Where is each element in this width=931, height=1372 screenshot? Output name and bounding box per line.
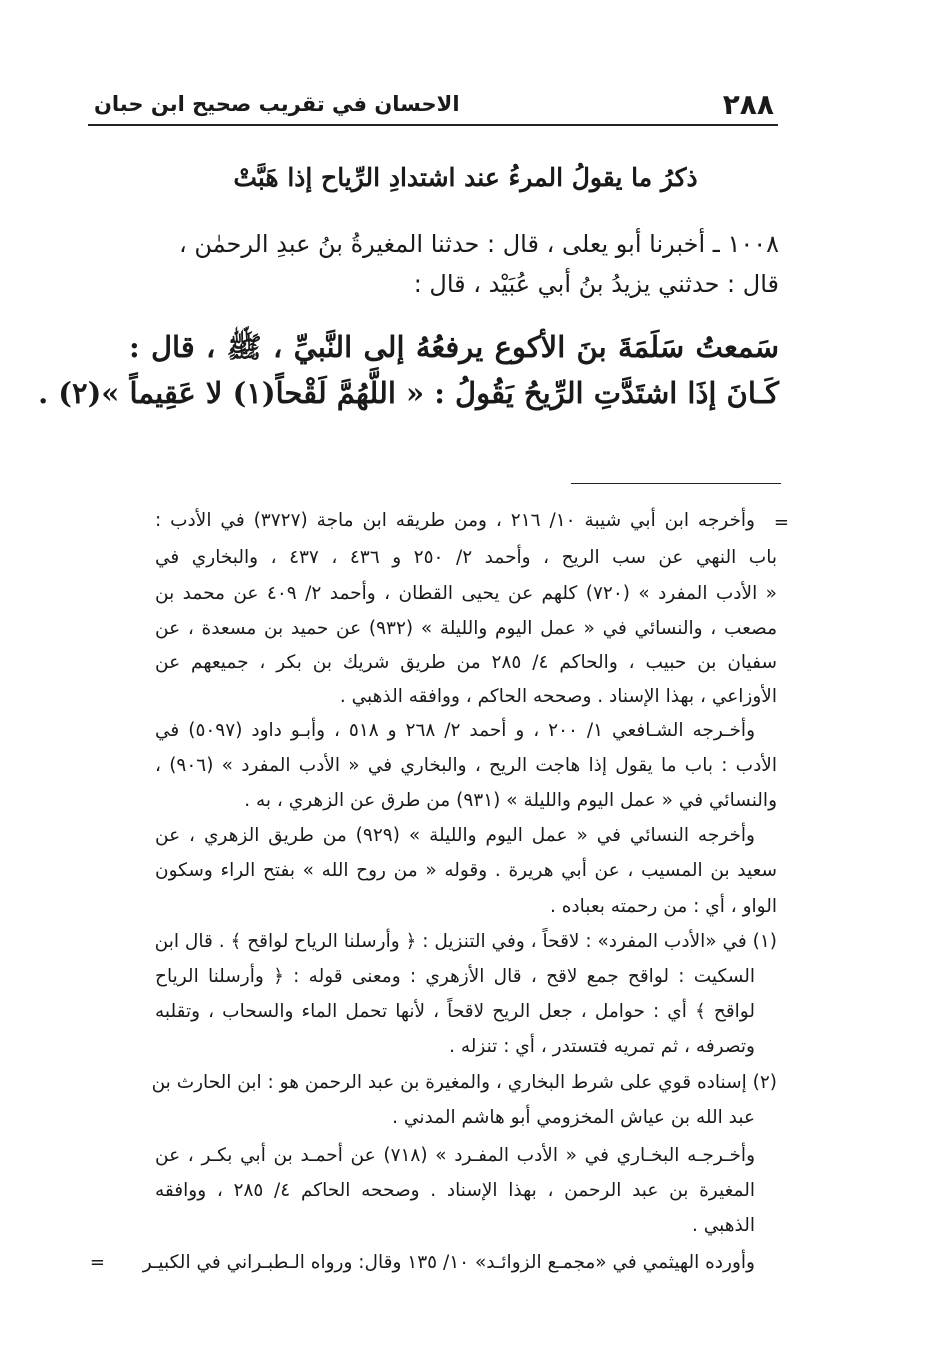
footnote-line: والنسائي في « عمل اليوم والليلة » (٩٣١) من طرق عن الزهري ، به . (244, 790, 777, 811)
footnote-2-line: (٢) إسناده قوي على شرط البخاري ، والمغيرة بن عبد الرحمن هو : ابن الحارث بن (151, 1072, 777, 1093)
hadith-matn-line-1: سَمعتُ سَلَمَةَ بنَ الأكوع يرفعُهُ إلى النَّبيِّ ، ﷺ ، قال : (129, 330, 779, 364)
chapter-title: ذكرُ ما يقولُ المرءُ عند اشتدادِ الرِّياح إذا هَبَّتْ (233, 163, 698, 192)
footnote-line: مصعب ، والنسائي في « عمل اليوم والليلة » (٩٣٢) عن حميد بن مسعدة ، عن (155, 618, 777, 639)
hadith-isnad-line-1: ١٠٠٨ ـ أخبرنا أبو يعلى ، قال : حدثنا المغيرةُ بنُ عبدِ الرحمٰن ، (179, 230, 779, 258)
footnote-2-line: عبد الله بن عياش المخزومي أبو هاشم المدني . (392, 1107, 755, 1128)
running-header (88, 84, 778, 126)
footnote-line: وأخرجه ابن أبي شيبة ١٠/ ٢١٦ ، ومن طريقه ابن ماجة (٣٧٢٧) في الأدب : (155, 510, 755, 531)
hadith-isnad-line-2: قال : حدثني يزيدُ بنُ أبي عُبَيْد ، قال : (413, 270, 779, 298)
continuation-mark-bottom: = (89, 1252, 105, 1273)
footnote-line: « الأدب المفرد » (٧٢٠) كلهم عن يحيى القطان ، وأحمد ٢/ ٤٠٩ عن محمد بن (155, 583, 777, 604)
footnote-1-line: (١) في «الأدب المفرد» : لاقحاً ، وفي التنزيل : ﴿ وأرسلنا الرياح لواقح ﴾ . قال ابن (154, 931, 777, 952)
footnote-1-line: لواقح ﴾ أي : حوامل ، جعل الريح لاقحاً ، لأنها تحمل الماء والسحاب ، وتقلبه (155, 1001, 755, 1022)
footnote-line: الواو ، أي : من رحمته بعباده . (549, 896, 777, 917)
footnote-line: باب النهي عن سب الريح ، وأحمد ٢/ ٢٥٠ و ٤٣٦ ، ٤٣٧ ، والبخاري في (155, 547, 777, 568)
page-number: ٢٨٨ (722, 88, 774, 121)
footnote-2-line: الذهبي . (691, 1215, 755, 1236)
footnote-line: سفيان بن حبيب ، والحاكم ٤/ ٢٨٥ من طريق شريك بن بكر ، جميعهم عن (155, 652, 777, 673)
footnote-1-line: وتصرفه ، ثم تمريه فتستدر ، أي : تنزله . (449, 1036, 755, 1057)
footnote-line: سعيد بن المسيب ، عن أبي هريرة . وقوله « من روح الله » بفتح الراء وسكون (155, 860, 777, 881)
footnote-line: الأدب : باب ما يقول إذا هاجت الريح ، والبخاري في « الأدب المفرد » (٩٠٦) ، (155, 755, 777, 776)
hadith-matn-line-2: كَـانَ إذَا اشتَدَّتِ الرِّيحُ يَقُولُ : « اللَّهُمَّ لَقْحاً(١) لا عَقِيماً »(٢) . (38, 376, 779, 410)
footnote-line: وأخـرجه الشـافعي ١/ ٢٠٠ ، و أحمد ٢/ ٢٦٨ و ٥١٨ ، وأبـو داود (٥٠٩٧) في (155, 720, 755, 741)
footnote-2-line: وأخـرجـه البخـاري في « الأدب المفـرد » (٧١٨) عن أحمـد بن أبي بكـر ، عن (155, 1145, 755, 1166)
footnote-2-line: المغيرة بن عبد الرحمن ، بهذا الإسناد . وصححه الحاكم ٤/ ٢٨٥ ، ووافقه (155, 1180, 755, 1201)
footnote-2-line: وأورده الهيثمي في «مجمـع الزوائـد» ١٠/ ١٣٥ وقال: ورواه الـطبـراني في الكبيـر (142, 1252, 755, 1273)
footnote-line: الأوزاعي ، بهذا الإسناد . وصححه الحاكم ، ووافقه الذهبي . (339, 686, 777, 707)
footnote-separator (571, 483, 781, 484)
footnote-1-line: السكيت : لواقح جمع لاقح ، قال الأزهري : ومعنى قوله : ﴿ وأرسلنا الرياح (155, 966, 755, 987)
book-title: الاحسان في تقريب صحيح ابن حبان (94, 92, 460, 116)
footnote-line: وأخرجه النسائي في « عمل اليوم والليلة » (٩٢٩) من طريق الزهري ، عن (155, 825, 755, 846)
continuation-mark-top: = (773, 512, 789, 533)
